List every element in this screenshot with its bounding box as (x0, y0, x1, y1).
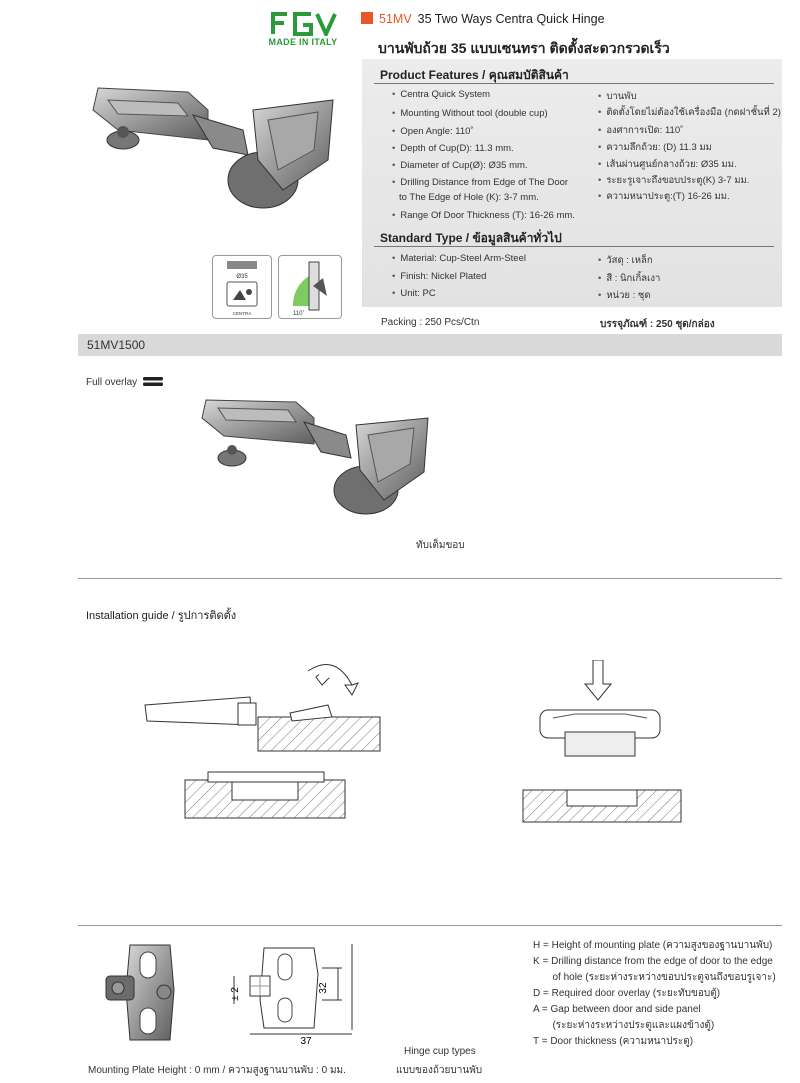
features-rule (374, 83, 774, 84)
legend-t: T = Door thickness (ความหนาประตู) (533, 1036, 694, 1047)
packing-en: Packing : 250 Pcs/Ctn (381, 317, 480, 328)
fgv-logo-mark (267, 10, 339, 36)
feature-en-4: • Depth of Cup(D): 11.3 mm. (392, 143, 514, 154)
angle-label: 110˚ (293, 311, 305, 317)
feature-en-6b: to The Edge of Hole (K): 3-7 mm. (399, 192, 539, 203)
mounting-plate-drawing (222, 940, 362, 1045)
cup-types-th: แบบของถ้วยบานพับ (396, 1065, 483, 1076)
feature-th-1: • บานพับ (598, 89, 636, 104)
standard-th-2: • สี : นิกเกิ้ลเงา (598, 271, 660, 286)
product-title-text: 35 Two Ways Centra Quick Hinge (417, 12, 605, 26)
spec-panel (362, 59, 782, 307)
cup-types-en: Hinge cup types (404, 1046, 476, 1057)
mounting-plate-photo (100, 940, 196, 1050)
model-code: 51MV1500 (87, 338, 146, 352)
legend-k-cont: of hole (ระยะห่างระหว่างขอบประตูจนถึงขอบรูเจาะ) (533, 972, 776, 983)
standard-th-3: • หน่วย : ชุด (598, 288, 651, 303)
legend-a-cont: (ระยะห่างระหว่างประตูและแผงข้างตู้) (533, 1020, 715, 1031)
cup-diameter-icon (212, 255, 272, 319)
feature-en-6: • Drilling Distance from Edge of The Door (392, 177, 568, 188)
standard-en-3: • Unit: PC (392, 288, 436, 299)
cup-diameter-label: Ø35 (236, 274, 248, 280)
installation-diagram-right (515, 660, 690, 825)
centra-label: CENTRA (232, 311, 252, 316)
overlay-th-caption: ทับเต็มขอบ (416, 540, 465, 551)
model-bar (78, 334, 782, 356)
product-title-en (361, 12, 605, 26)
feature-en-5: • Diameter of Cup(Ø): Ø35 mm. (392, 160, 528, 171)
dim-37: 37 (300, 1036, 312, 1045)
feature-en-3: • Open Angle: 110˚ (392, 126, 474, 137)
made-in-italy: MADE IN ITALY (268, 37, 338, 47)
legend-k: K = Drilling distance from the edge of door to the edge (533, 956, 773, 967)
divider-1 (78, 578, 782, 579)
hinge-product-image (78, 70, 338, 230)
overlay-label: Full overlay (86, 377, 138, 388)
hinge-overlay-image (196, 380, 436, 530)
features-heading: Product Features / คุณสมบัติสินค้า (380, 68, 569, 82)
product-title-th: บานพับถ้วย 35 แบบเซนทรา ติดตั้งสะดวกรวดเร็ว (378, 40, 670, 56)
dim-plus-minus: ± 2 (230, 987, 241, 1001)
opening-angle-icon (278, 255, 342, 319)
feature-en-7: • Range Of Door Thickness (T): 16-26 mm. (392, 210, 575, 221)
feature-th-3: • องศาการเปิด: 110˚ (598, 123, 683, 138)
feature-th-2: • ติดตั้งโดยไม่ต้องใช้เครื่องมือ (กดฝาชั้นที่ 2) (598, 105, 781, 120)
installation-heading: Installation guide / รูปการติดตั้ง (86, 610, 237, 622)
feature-th-5: • เส้นผ่านศูนย์กลางถ้วย: Ø35 มม. (598, 157, 737, 172)
accent-square (361, 12, 373, 24)
legend-h: H = Height of mounting plate (ความสูงของฐานบานพับ) (533, 940, 773, 951)
feature-th-6: • ระยะรูเจาะถึงขอบประตู(K) 3-7 มม. (598, 173, 749, 188)
standard-heading: Standard Type / ข้อมูลสินค้าทั่วไป (380, 231, 562, 245)
packing-th: บรรจุภัณฑ์ : 250 ชุด/กล่อง (600, 319, 715, 330)
standard-en-1: • Material: Cup-Steel Arm-Steel (392, 253, 526, 264)
standard-th-1: • วัสดุ : เหล็ก (598, 253, 653, 268)
dim-32: 32 (318, 982, 329, 994)
standard-en-2: • Finish: Nickel Plated (392, 271, 486, 282)
dimension-legend (533, 938, 776, 1050)
plate-caption: Mounting Plate Height : 0 mm / ความสูงฐานบานพับ : 0 มม. (88, 1065, 346, 1076)
full-overlay-icon (142, 376, 164, 388)
feature-th-7: • ความหนาประตู:(T) 16-26 มม. (598, 189, 730, 204)
feature-th-4: • ความลึกถ้วย: (D) 11.3 มม (598, 140, 712, 155)
standard-rule (374, 246, 774, 247)
divider-2 (78, 925, 782, 926)
legend-a: A = Gap between door and side panel (533, 1004, 701, 1015)
feature-en-2: • Mounting Without tool (double cup) (392, 108, 548, 119)
legend-d: D = Required door overlay (ระยะทับขอบตู้) (533, 988, 721, 999)
installation-diagram-left (140, 655, 390, 820)
brand-logo (263, 10, 343, 47)
feature-en-1: • Centra Quick System (392, 89, 490, 100)
product-code: 51MV (379, 12, 412, 26)
